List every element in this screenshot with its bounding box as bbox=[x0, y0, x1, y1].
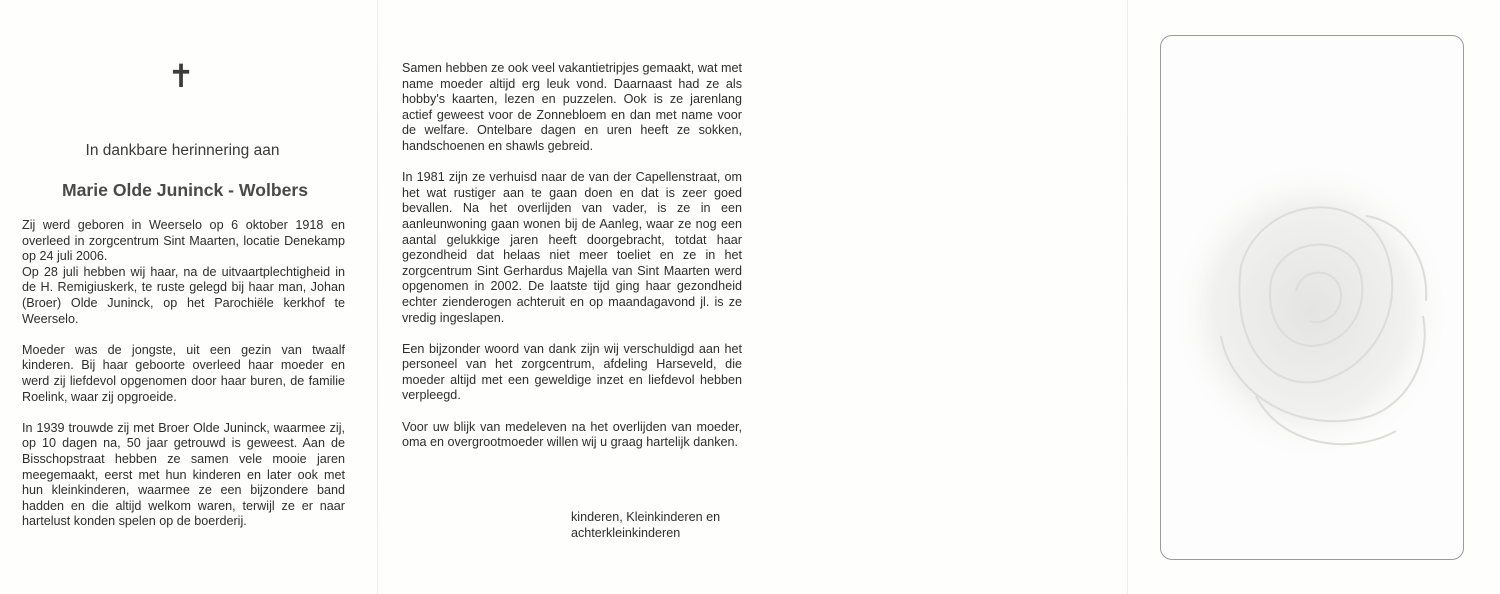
photo-frame bbox=[1160, 35, 1464, 560]
paragraph: Een bijzonder woord van dank zijn wij verschuldigd aan het personeel van het zorgcentrum, afdeling Harseveld, die moeder altijd met een geweldige inzet en liefdevol hebben verpleegd. bbox=[402, 341, 742, 403]
paragraph: Moeder was de jongste, uit een gezin van twaalf kinderen. Bij haar geboorte overleed haar moeder en werd zij liefdevol opgenomen door haar buren, de familie Roelink, waar zij opgroeide. bbox=[22, 342, 345, 404]
cross-icon: ✝ bbox=[167, 57, 195, 95]
fold-line-left bbox=[377, 0, 378, 594]
left-column bbox=[22, 218, 345, 545]
deceased-name: Marie Olde Juninck - Wolbers bbox=[61, 180, 309, 200]
paragraph: In 1939 trouwde zij met Broer Olde Juninck, waarmee zij, op 10 dagen na, 50 jaar getrouwd is geweest. Aan de Bisschopstraat hebben ze samen vele mooie jaren meegemaakt, eerst met hun kinderen en later ook met hun kleinkinderen, waarmee ze een bijzondere band hadden en die altijd welkom waren, terwijl ze er naar hartelust konden spelen op de boerderij. bbox=[22, 420, 345, 529]
intro-text: In dankbare herinnering aan bbox=[85, 142, 280, 159]
signature: kinderen, Kleinkinderen en achterkleinkinderen bbox=[571, 510, 721, 540]
paragraph: In 1981 zijn ze verhuisd naar de van der Capellenstraat, om het wat rustiger aan te gaan doen en dat is zeer goed bevallen. Na het overlijden van vader, is ze in een aanleunwoning gaan wonen bij de Aanleg, waar ze nog een aantal gelukkige jaren heeft doorgebracht, totdat haar gezondheid dat helaas niet meer toeliet en ze in het zorgcentrum Sint Gerhardus Majella van Sint Maarten werd opgenomen in 2002. De laatste tijd ging haar gezondheid echter zienderogen achteruit en op maandagavond jl. is ze vredig ingeslapen. bbox=[402, 170, 742, 325]
paragraph: Samen hebben ze ook veel vakantietripjes gemaakt, wat met name moeder altijd erg leuk vond. Daarnaast had ze als hobby's kaarten, lezen en puzzelen. Ook is ze jarenlang actief geweest voor de Zonnebloem en dan met name voor de welfare. Ontelbare dagen en uren heeft ze sokken, handschoenen en shawls gebreid. bbox=[402, 61, 742, 153]
fold-line-right bbox=[1127, 0, 1128, 594]
paragraph: Zij werd geboren in Weerselo op 6 oktober 1918 en overleed in zorgcentrum Sint Maarten, locatie Denekamp op 24 juli 2006. Op 28 juli hebben wij haar, na de uitvaartplechtigheid in de H. Remigiuskerk, te ruste gelegd bij haar man, Johan (Broer) Olde Juninck, op het Parochiële kerkhof te Weerselo. bbox=[22, 218, 345, 326]
rose-image bbox=[1161, 36, 1463, 559]
middle-column bbox=[402, 61, 742, 466]
paragraph: Voor uw blijk van medeleven na het overlijden van moeder, oma en overgrootmoeder willen wij u graag hartelijk danken. bbox=[402, 419, 742, 450]
